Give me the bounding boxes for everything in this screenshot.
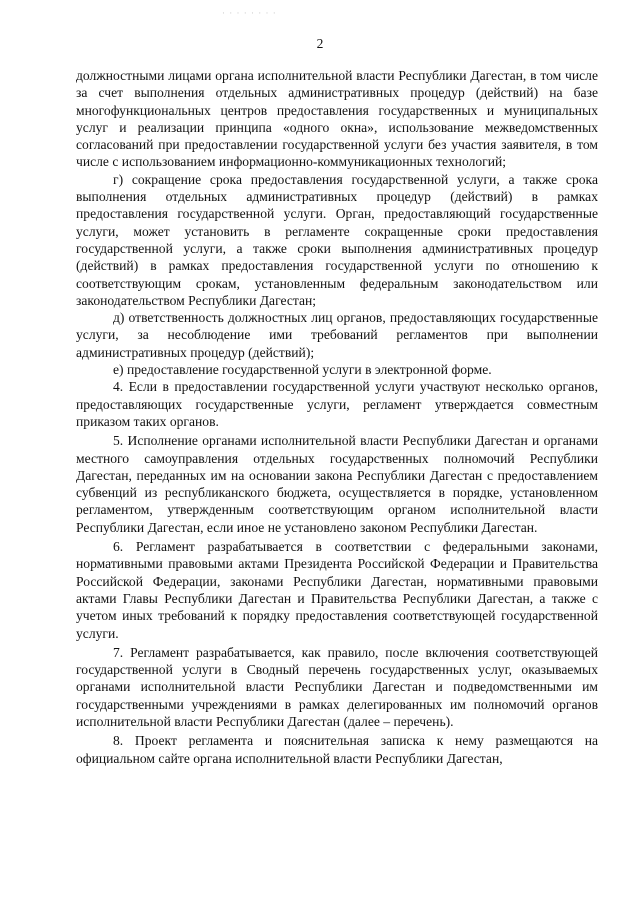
scan-artifact: · · · · · · · · (222, 8, 277, 18)
paragraph-7: 7. Регламент разрабатывается, как правило, после включения соответствующей государственной услуги в Сводный перечень государственных услуг, оказываемых органами исполнительной власти Республики Дагестан и подведомственными им государственными учреждениями в рамках делегированных им полномочий органов исполнительной власти Республики Дагестан (далее – перечень). (76, 644, 598, 729)
page-number: 2 (316, 36, 324, 51)
paragraph-continuation: должностными лицами органа исполнительной власти Республики Дагестан, в том числе за счет выполнения отдельных административных процедур (действий) на базе многофункциональных центров предоставления государственных и муниципальных услуг и реализации принципа «одного окна», использование межведомственных согласований при предоставлении государственной услуги без участия заявителя, в том числе с использованием информационно-коммуникационных технологий; (76, 68, 598, 170)
paragraph-6: 6. Регламент разрабатывается в соответствии с федеральными законами, нормативными правовыми актами Президента Российской Федерации и Правительства Российской Федерации, законами Республики Дагестан, нормативными правовыми актами Главы Республики Дагестан и Правительства Республики Дагестан, а также с учетом иных требований к порядку предоставления соответствующей государственной услуги. (76, 539, 598, 641)
document-body (76, 67, 598, 767)
paragraph-item-e: е) предоставление государственной услуги в электронной форме. (113, 362, 492, 378)
paragraph-5: 5. Исполнение органами исполнительной власти Республики Дагестан и органами местного самоуправления отдельных государственных полномочий Республики Дагестан, переданных им на основании закона Республики Дагестан с предоставлением субвенций из республиканского бюджета, осуществляется в порядке, установленном регламентом, утвержденным соответствующим органом исполнительной власти Республики Дагестан, если иное не установлено законом Республики Дагестан. (76, 433, 598, 535)
paragraph-item-d: д) ответственность должностных лиц органов, предоставляющих государственные услуги, за несоблюдение ими требований регламентов при выполнении административных процедур (действий); (76, 310, 598, 360)
paragraph-4: 4. Если в предоставлении государственной услуги участвуют несколько органов, предоставляющих государственные услуги, регламент утверждается совместным приказом таких органов. (76, 379, 598, 429)
paragraph-8: 8. Проект регламента и пояснительная записка к нему размещаются на официальном сайте органа исполнительной власти Республики Дагестан, (76, 733, 598, 766)
paragraph-item-g: г) сокращение срока предоставления государственной услуги, а также срока выполнения отдельных административных процедур (действий) в рамках предоставления государственной услуги. Орган, предоставляющий государственные услуги, может установить в регламенте сокращенные сроки предоставления государственной услуги, а также сроки выполнения административных процедур (действий) в рамках предоставления государственной услуги по отношению к соответствующим срокам, установленным федеральным законодательством или законодательством Республики Дагестан; (76, 171, 598, 308)
